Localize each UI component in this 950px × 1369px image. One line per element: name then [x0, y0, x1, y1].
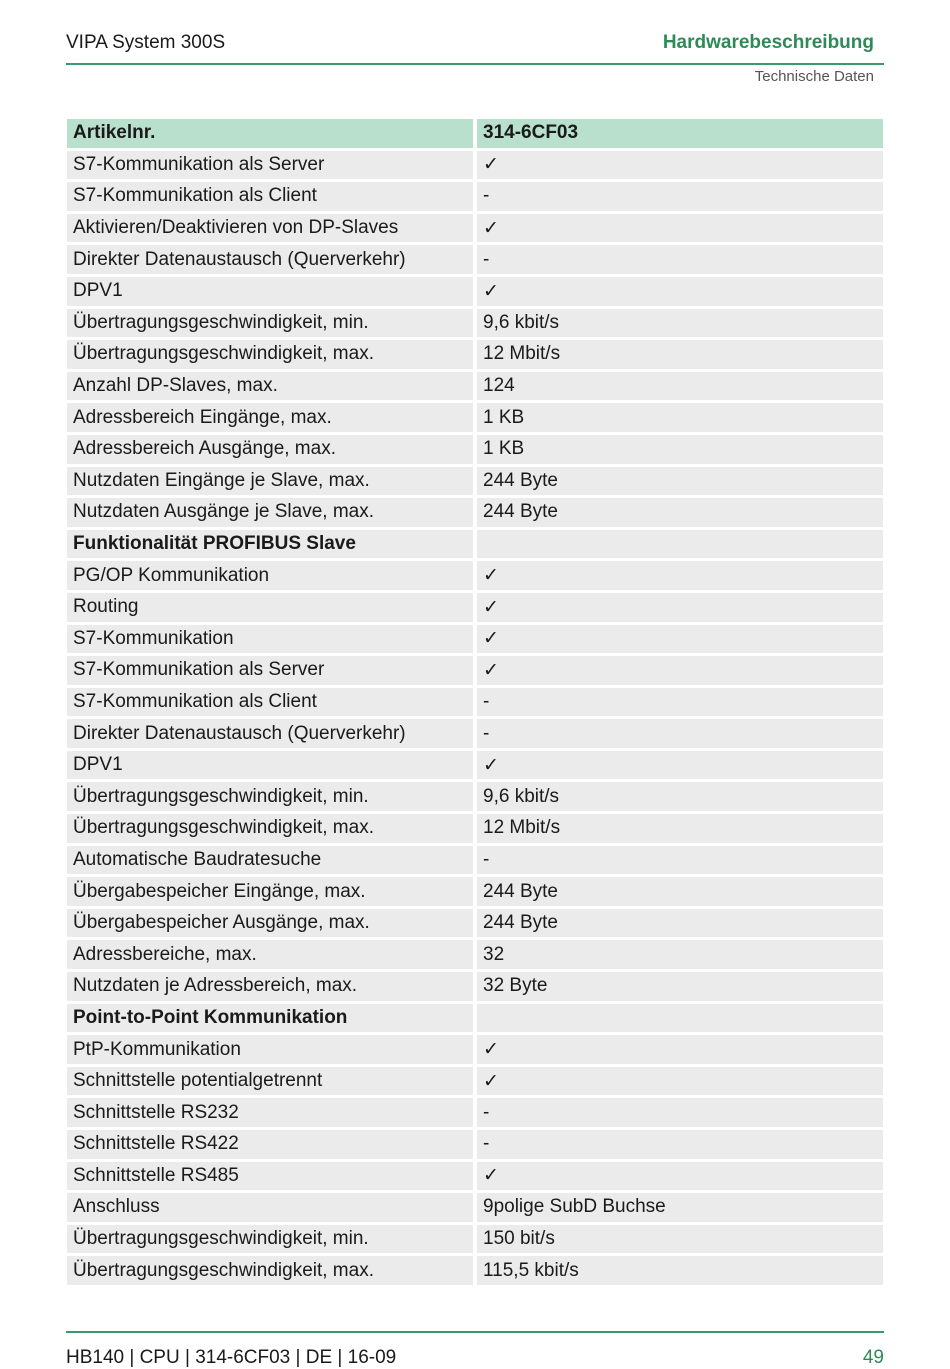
spec-table: [67, 116, 883, 1288]
table-row: [67, 403, 883, 432]
spec-label: S7-Kommunikation als Client: [67, 182, 473, 211]
spec-value: 32 Byte: [473, 972, 883, 1001]
spec-label: Adressbereich Eingänge, max.: [67, 403, 473, 432]
page-number: 49: [862, 1347, 884, 1368]
table-row: [67, 245, 883, 274]
spec-value: 12 Mbit/s: [473, 814, 883, 843]
spec-value: 1 KB: [473, 403, 883, 432]
spec-label: Übertragungsgeschwindigkeit, min.: [67, 782, 473, 811]
spec-label: PtP-Kommunikation: [67, 1035, 473, 1064]
spec-label: S7-Kommunikation als Server: [67, 151, 473, 180]
spec-value: 244 Byte: [473, 498, 883, 527]
table-row: [67, 656, 883, 685]
spec-value: ✓: [473, 656, 883, 685]
spec-value: ✓: [473, 593, 883, 622]
table-row: [67, 940, 883, 969]
chapter-title: Hardwarebeschreibung: [662, 32, 874, 53]
table-row: [67, 561, 883, 590]
table-row: [67, 719, 883, 748]
table-row: [67, 467, 883, 496]
section-title: Technische Daten: [754, 68, 874, 85]
spec-label: Nutzdaten je Adressbereich, max.: [67, 972, 473, 1001]
spec-value: [473, 1004, 883, 1033]
footer-divider: [66, 1331, 884, 1333]
table-row: [67, 909, 883, 938]
spec-label: DPV1: [67, 751, 473, 780]
spec-label: Nutzdaten Ausgänge je Slave, max.: [67, 498, 473, 527]
table-row: [67, 1256, 883, 1285]
spec-label: Schnittstelle potentialgetrennt: [67, 1067, 473, 1096]
table-row: [67, 782, 883, 811]
spec-label: Schnittstelle RS232: [67, 1098, 473, 1127]
spec-label: S7-Kommunikation als Server: [67, 656, 473, 685]
spec-value: ✓: [473, 751, 883, 780]
spec-value: 12 Mbit/s: [473, 340, 883, 369]
spec-label: Übertragungsgeschwindigkeit, min.: [67, 1225, 473, 1254]
table-row: [67, 1193, 883, 1222]
table-row: [67, 340, 883, 369]
spec-value: ✓: [473, 561, 883, 590]
table-row: [67, 214, 883, 243]
spec-value: 115,5 kbit/s: [473, 1256, 883, 1285]
spec-value: -: [473, 846, 883, 875]
spec-label: Übertragungsgeschwindigkeit, max.: [67, 814, 473, 843]
table-row: [67, 372, 883, 401]
spec-value: 1 KB: [473, 435, 883, 464]
table-row: [67, 972, 883, 1001]
table-row: [67, 435, 883, 464]
table-header-value: 314-6CF03: [473, 119, 883, 148]
table-section-row: [67, 530, 883, 559]
table-row: [67, 151, 883, 180]
spec-value: ✓: [473, 277, 883, 306]
spec-label: Übergabespeicher Ausgänge, max.: [67, 909, 473, 938]
table-row: [67, 625, 883, 654]
spec-label: Anzahl DP-Slaves, max.: [67, 372, 473, 401]
section-title: Point-to-Point Kommunikation: [67, 1004, 473, 1033]
table-row: [67, 877, 883, 906]
spec-label: Übertragungsgeschwindigkeit, max.: [67, 340, 473, 369]
spec-value: ✓: [473, 1067, 883, 1096]
table-section-row: [67, 1004, 883, 1033]
spec-label: Übertragungsgeschwindigkeit, min.: [67, 309, 473, 338]
spec-label: Aktivieren/Deaktivieren von DP-Slaves: [67, 214, 473, 243]
spec-value: 124: [473, 372, 883, 401]
table-row: [67, 1098, 883, 1127]
section-title: Funktionalität PROFIBUS Slave: [67, 530, 473, 559]
spec-label: DPV1: [67, 277, 473, 306]
spec-label: Nutzdaten Eingänge je Slave, max.: [67, 467, 473, 496]
spec-value: -: [473, 182, 883, 211]
table-row: [67, 1035, 883, 1064]
table-row: [67, 814, 883, 843]
spec-value: 9,6 kbit/s: [473, 782, 883, 811]
table-row: [67, 1162, 883, 1191]
spec-label: S7-Kommunikation: [67, 625, 473, 654]
spec-value: ✓: [473, 625, 883, 654]
spec-label: Adressbereiche, max.: [67, 940, 473, 969]
table-row: [67, 846, 883, 875]
spec-value: 244 Byte: [473, 877, 883, 906]
spec-label: Anschluss: [67, 1193, 473, 1222]
spec-label: Direkter Datenaustausch (Querverkehr): [67, 719, 473, 748]
table-row: [67, 751, 883, 780]
table-row: [67, 1225, 883, 1254]
table-row: [67, 688, 883, 717]
spec-label: Schnittstelle RS485: [67, 1162, 473, 1191]
spec-label: PG/OP Kommunikation: [67, 561, 473, 590]
spec-value: -: [473, 1098, 883, 1127]
spec-value: 9polige SubD Buchse: [473, 1193, 883, 1222]
spec-value: -: [473, 1130, 883, 1159]
table-row: [67, 1130, 883, 1159]
spec-label: Adressbereich Ausgänge, max.: [67, 435, 473, 464]
spec-value: -: [473, 245, 883, 274]
spec-value: ✓: [473, 214, 883, 243]
spec-label: Routing: [67, 593, 473, 622]
table-header-label: Artikelnr.: [67, 119, 473, 148]
footer-text: HB140 | CPU | 314-6CF03 | DE | 16-09: [66, 1347, 397, 1368]
spec-label: S7-Kommunikation als Client: [67, 688, 473, 717]
spec-value: -: [473, 688, 883, 717]
spec-label: Direkter Datenaustausch (Querverkehr): [67, 245, 473, 274]
spec-value: -: [473, 719, 883, 748]
table-row: [67, 498, 883, 527]
spec-value: ✓: [473, 151, 883, 180]
spec-label: Übertragungsgeschwindigkeit, max.: [67, 1256, 473, 1285]
table-row: [67, 277, 883, 306]
spec-value: ✓: [473, 1162, 883, 1191]
spec-value: 9,6 kbit/s: [473, 309, 883, 338]
spec-label: Automatische Baudratesuche: [67, 846, 473, 875]
table-row: [67, 182, 883, 211]
spec-value: [473, 530, 883, 559]
table-row: [67, 309, 883, 338]
document-title: VIPA System 300S: [66, 32, 226, 53]
spec-value: 244 Byte: [473, 467, 883, 496]
spec-label: Schnittstelle RS422: [67, 1130, 473, 1159]
spec-value: 32: [473, 940, 883, 969]
spec-value: ✓: [473, 1035, 883, 1064]
spec-label: Übergabespeicher Eingänge, max.: [67, 877, 473, 906]
header-divider: [66, 63, 884, 65]
table-row: [67, 593, 883, 622]
table-row: [67, 1067, 883, 1096]
spec-value: 150 bit/s: [473, 1225, 883, 1254]
table-header-row: [67, 119, 883, 148]
spec-value: 244 Byte: [473, 909, 883, 938]
